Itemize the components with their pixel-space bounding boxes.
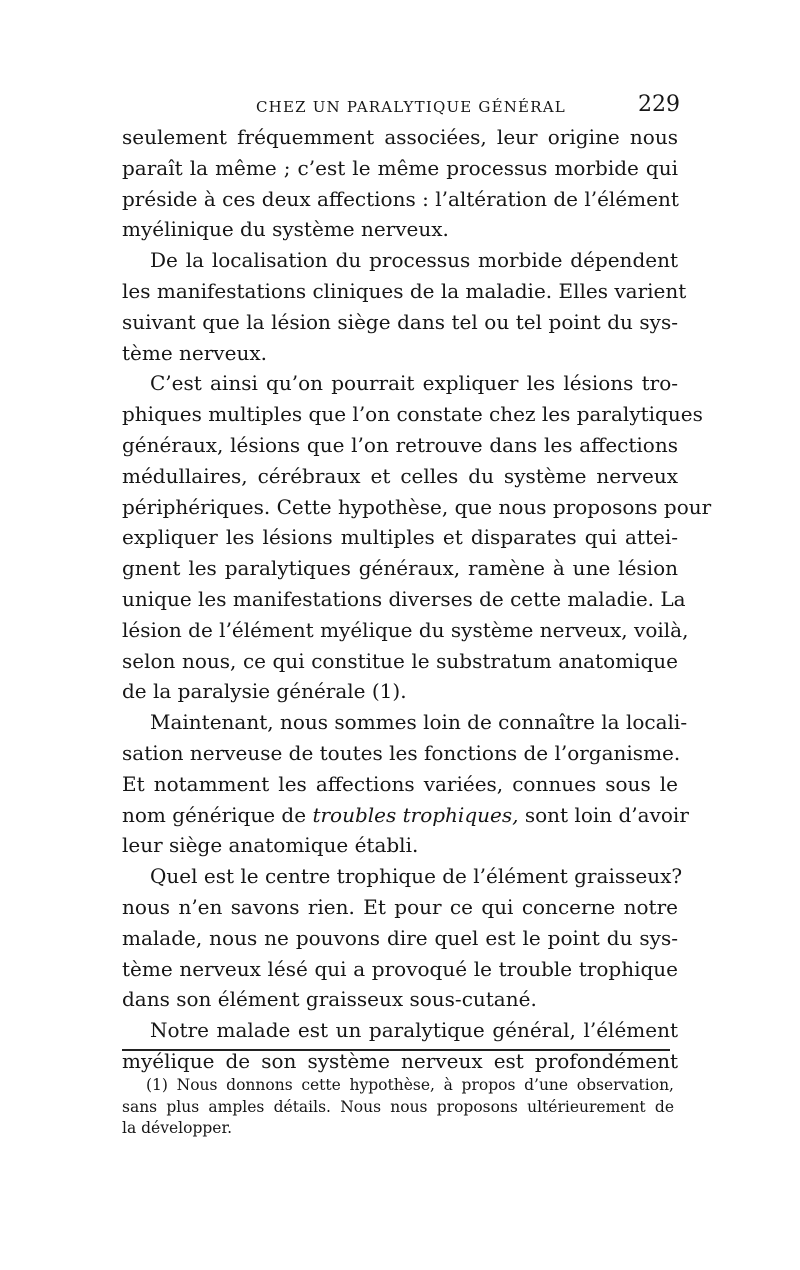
text-line: phiques multiples que l’on constate chez les paralytiques bbox=[122, 402, 703, 427]
text-line: paraît la même ; c’est le même processus morbide qui bbox=[122, 155, 678, 180]
text-line-with-italic bbox=[122, 800, 689, 831]
footnote bbox=[122, 1075, 674, 1140]
text-run: nom générique de bbox=[122, 802, 313, 827]
text-line: myélique de son système nerveux est profondément bbox=[122, 1048, 678, 1073]
paragraph-start-line: C’est ainsi qu’on pourrait expliquer les lésions tro- bbox=[150, 371, 678, 396]
text-line: les manifestations cliniques de la maladie. Elles varient bbox=[122, 278, 687, 303]
text-line: myélinique du système nerveux. bbox=[122, 217, 449, 242]
text-line: selon nous, ce qui constitue le substratum anatomique bbox=[122, 648, 678, 673]
page-number: 229 bbox=[638, 92, 680, 117]
body-text bbox=[122, 122, 712, 1077]
footnote-line: (1) Nous donnons cette hypothèse, à propos d’une observation, bbox=[146, 1076, 674, 1094]
text-line: périphériques. Cette hypothèse, que nous proposons pour bbox=[122, 494, 712, 519]
text-line: tème nerveux. bbox=[122, 340, 267, 365]
text-line: malade, nous ne pouvons dire quel est le point du sys- bbox=[122, 925, 678, 950]
text-line: unique les manifestations diverses de cette maladie. La bbox=[122, 586, 686, 611]
text-line: leur siège anatomique établi. bbox=[122, 833, 419, 858]
text-line: sation nerveuse de toutes les fonctions de l’organisme. bbox=[122, 740, 681, 765]
paragraph-start-line: Quel est le centre trophique de l’élément graisseux? bbox=[150, 864, 683, 889]
footnote-line: la développer. bbox=[122, 1119, 233, 1137]
text-run: sont loin d’avoir bbox=[518, 802, 689, 827]
paragraph-start-line: De la localisation du processus morbide dépendent bbox=[150, 248, 678, 273]
footnote-separator bbox=[122, 1049, 670, 1051]
paragraph-start-line: Notre malade est un paralytique général, l’élément bbox=[150, 1018, 678, 1043]
text-line: Et notamment les affections variées, connues sous le bbox=[122, 771, 678, 796]
text-line: généraux, lésions que l’on retrouve dans les affections bbox=[122, 432, 678, 457]
text-line: nous n’en savons rien. Et pour ce qui concerne notre bbox=[122, 894, 678, 919]
footnote-line: sans plus amples détails. Nous nous proposons ultérieurement de bbox=[122, 1097, 674, 1116]
text-line: médullaires, cérébraux et celles du système nerveux bbox=[122, 463, 678, 488]
text-line: dans son élément graisseux sous-cutané. bbox=[122, 987, 537, 1012]
text-line: suivant que la lésion siège dans tel ou tel point du sys- bbox=[122, 309, 678, 334]
paragraph-start-line: Maintenant, nous sommes loin de connaître la locali- bbox=[150, 710, 688, 735]
text-line: tème nerveux lésé qui a provoqué le trouble trophique bbox=[122, 956, 678, 981]
italic-term: troubles trophiques, bbox=[312, 802, 519, 827]
text-line: de la paralysie générale (1). bbox=[122, 679, 407, 704]
text-line: expliquer les lésions multiples et disparates qui attei- bbox=[122, 525, 678, 550]
text-line: lésion de l’élément myélique du système nerveux, voilà, bbox=[122, 617, 689, 642]
running-head bbox=[120, 92, 680, 122]
text-line: gnent les paralytiques généraux, ramène à une lésion bbox=[122, 556, 678, 581]
text-line: seulement fréquemment associées, leur origine nous bbox=[122, 125, 678, 149]
text-line: préside à ces deux affections : l’altération de l’élément bbox=[122, 186, 679, 211]
running-head-title: CHEZ UN PARALYTIQUE GÉNÉRAL bbox=[256, 98, 566, 116]
